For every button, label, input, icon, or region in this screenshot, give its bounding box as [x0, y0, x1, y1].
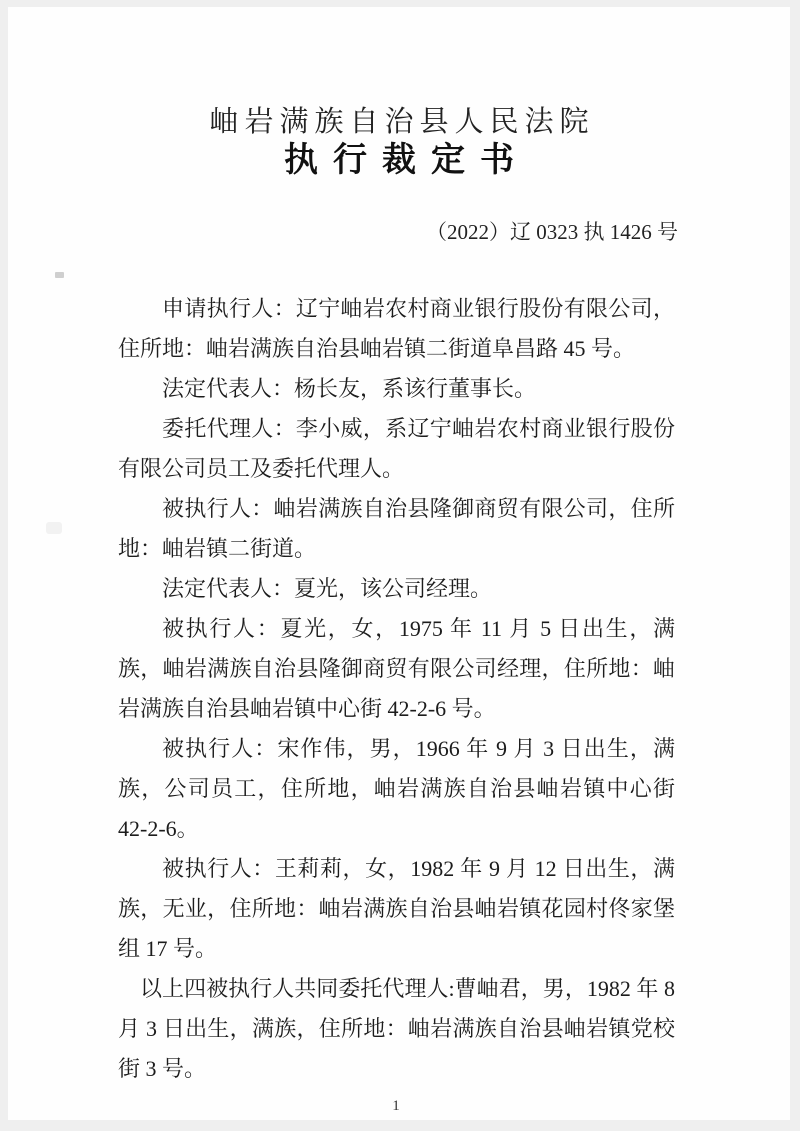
paragraph-joint-agent: 以上四被执行人共同委托代理人:曹岫君，男，1982 年 8 月 3 日出生，满族，住所地：岫岩满族自治县岫岩镇党校街 3 号。: [118, 976, 675, 1082]
paragraph-respondent-wanglili: 被执行人：王莉莉，女，1982 年 9 月 12 日出生，满族，无业，住所地：岫岩满族自治县岫岩镇花园村佟家堡组 17 号。: [118, 856, 675, 962]
paragraph-agent-bank: 委托代理人：李小威，系辽宁岫岩农村商业银行股份有限公司员工及委托代理人。: [118, 416, 675, 482]
document-body: [118, 289, 675, 1115]
document-title: 执行裁定书: [284, 142, 529, 180]
page-number: 1: [392, 1098, 401, 1115]
paragraph-respondent-xiaguang: 被执行人：夏光，女，1975 年 11 月 5 日出生，满族，岫岩满族自治县隆御商贸有限公司经理，住所地：岫岩满族自治县岫岩镇中心街 42-2-6 号。: [118, 616, 675, 722]
scan-artifact-blotch: [46, 522, 62, 534]
paragraph-respondent-company: 被执行人：岫岩满族自治县隆御商贸有限公司，住所地：岫岩镇二街道。: [118, 496, 675, 562]
case-number: （2022）辽 0323 执 1426 号: [426, 220, 678, 245]
scan-artifact-speck: [55, 272, 64, 278]
document-page: [8, 7, 790, 1120]
paragraph-legal-rep-bank: 法定代表人：杨长友，系该行董事长。: [162, 376, 537, 402]
court-name-heading: 岫岩满族自治县人民法院: [209, 106, 595, 138]
paragraph-legal-rep-company: 法定代表人：夏光，该公司经理。: [162, 576, 493, 602]
paragraph-respondent-songzuowei: 被执行人：宋作伟，男，1966 年 9 月 3 日出生，满族，公司员工，住所地，岫岩满族自治县岫岩镇中心街 42-2-6。: [118, 736, 675, 842]
paragraph-applicant: 申请执行人：辽宁岫岩农村商业银行股份有限公司，住所地：岫岩满族自治县岫岩镇二街道阜昌路 45 号。: [118, 296, 675, 362]
